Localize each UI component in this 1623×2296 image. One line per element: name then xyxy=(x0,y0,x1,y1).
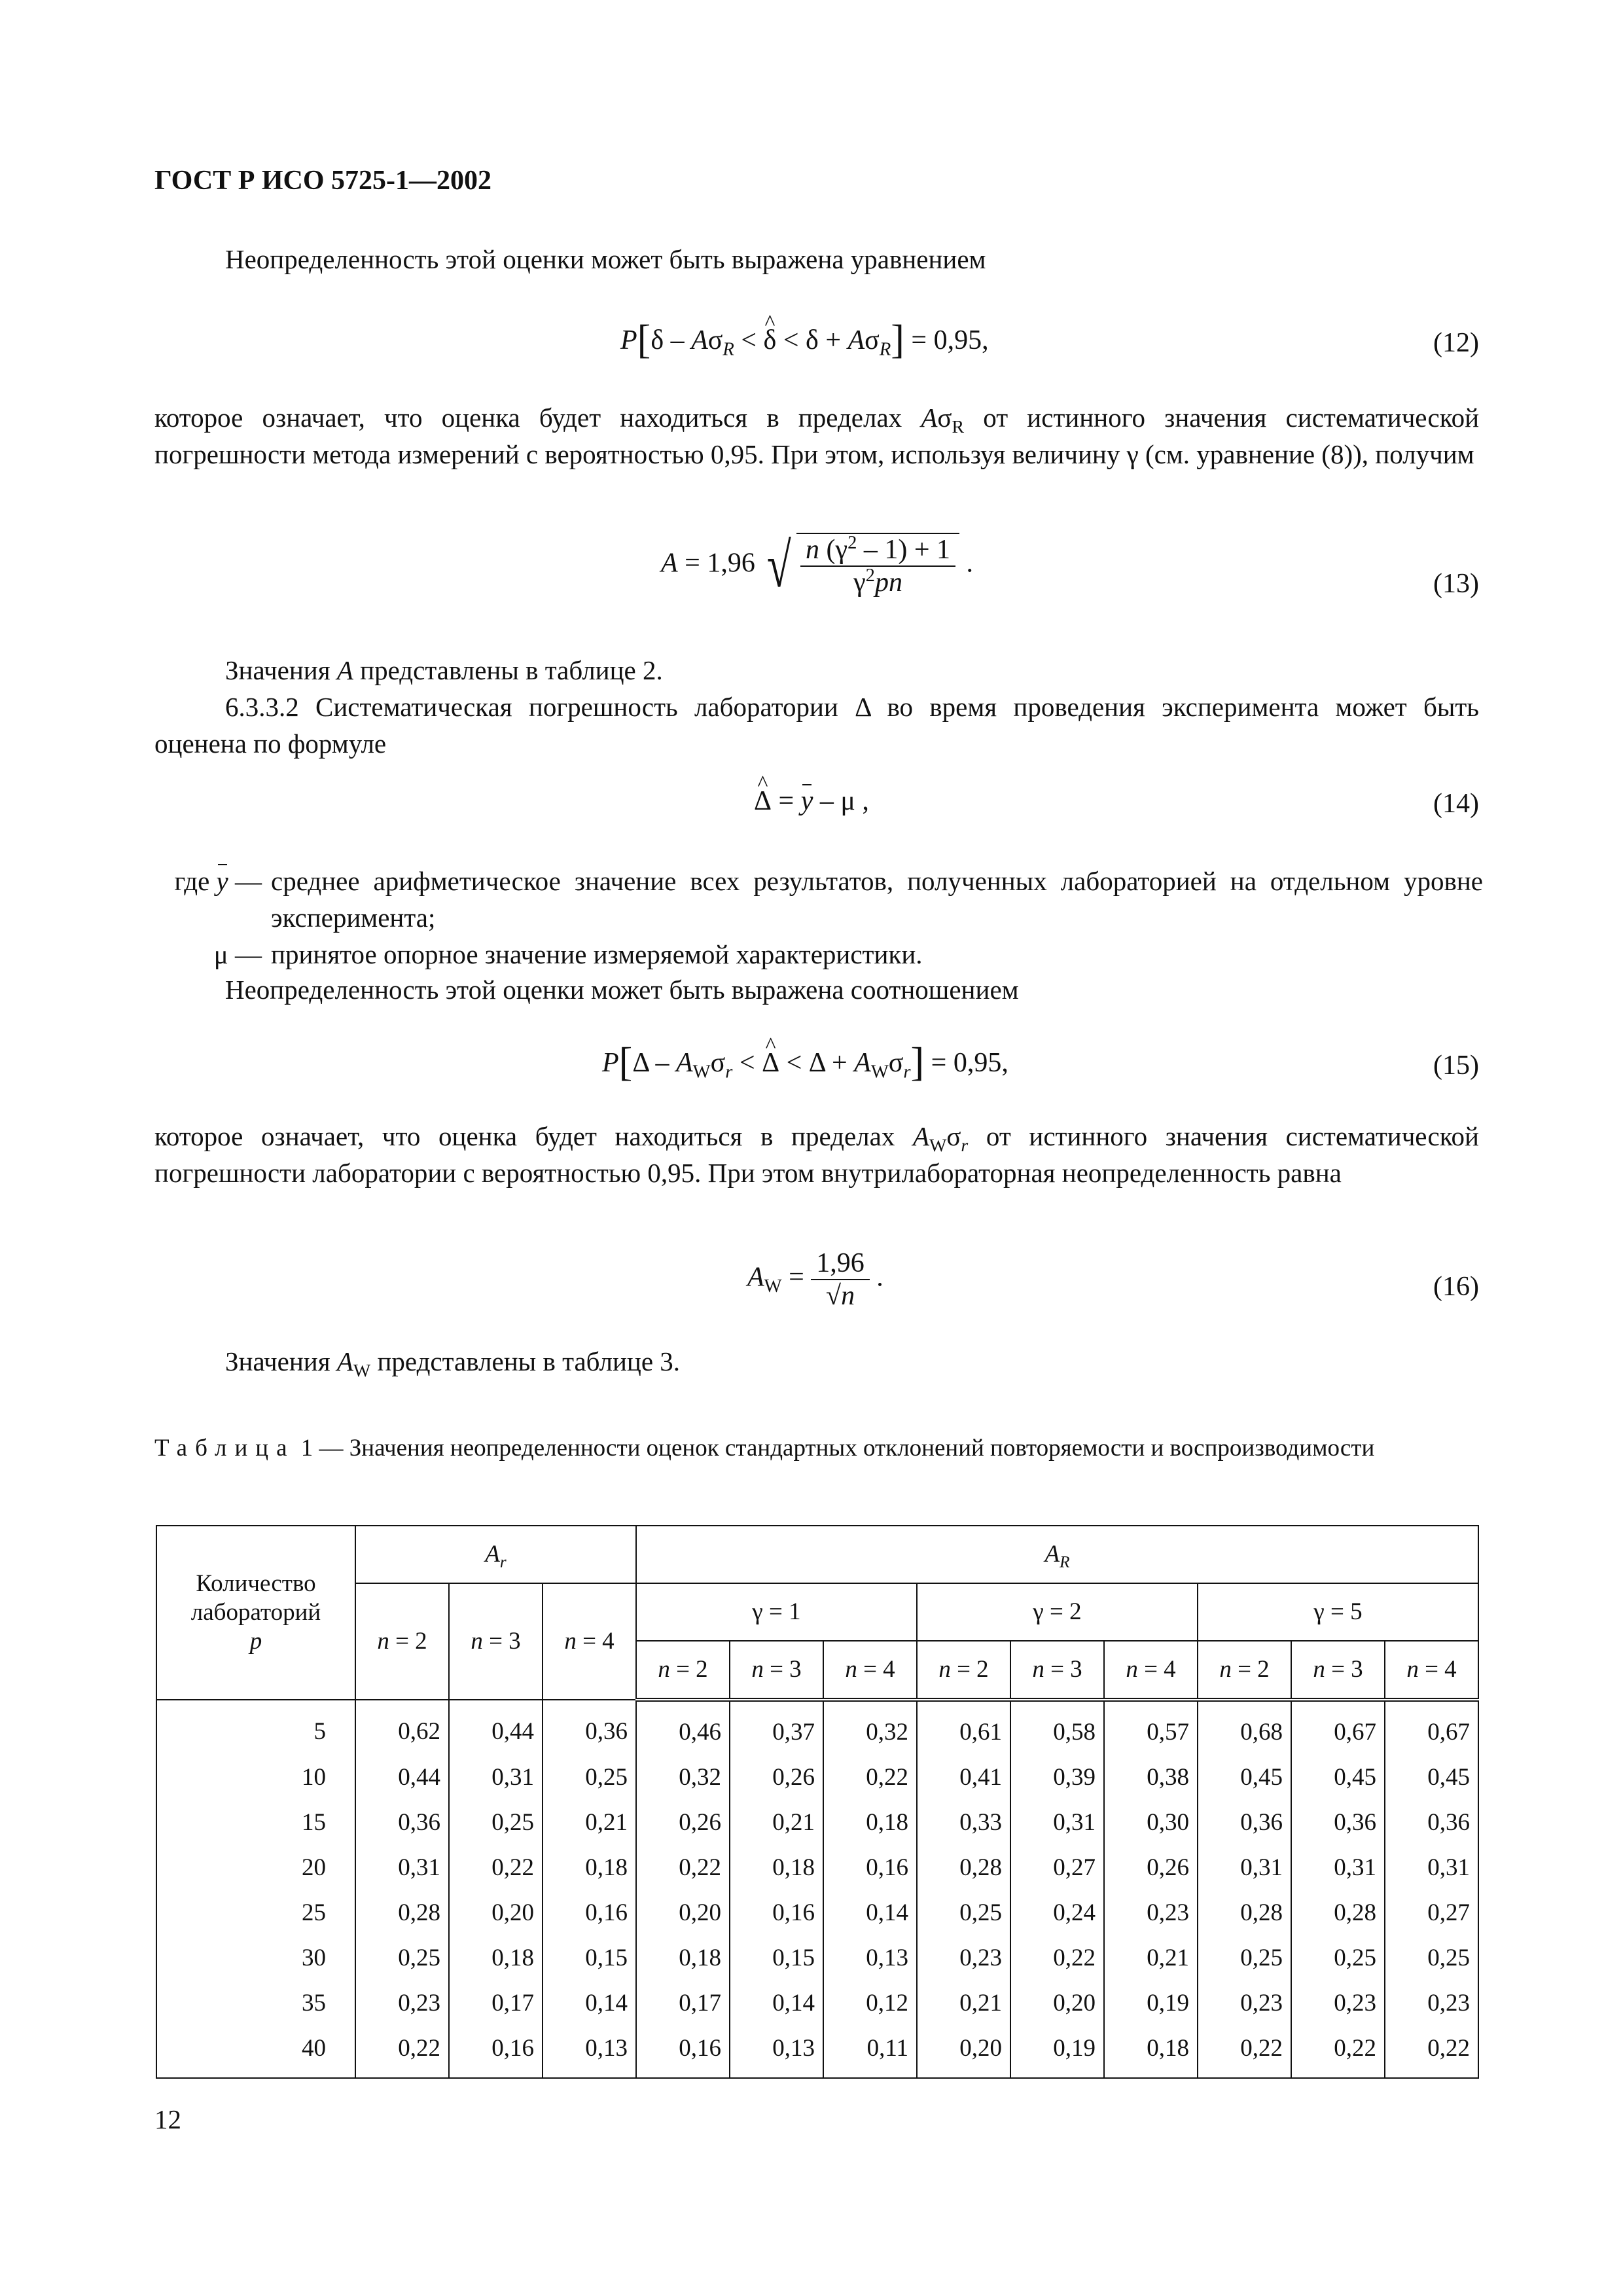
column-header: $A_R$ xyxy=(636,1526,1478,1583)
paragraph: Неопределенность этой оценки может быть выражена соотношением xyxy=(225,975,1019,1005)
table-cell: 0,21 xyxy=(917,1981,1010,2026)
table-cell: 0,39 xyxy=(1010,1755,1104,1800)
column-header: γ = 1 xyxy=(636,1583,917,1641)
table-cell: 0,22 xyxy=(636,1845,730,1890)
table-cell: 0,22 xyxy=(355,2026,449,2078)
table-cell: 0,57 xyxy=(1104,1700,1198,1755)
table-cell: 0,44 xyxy=(449,1700,543,1755)
table-cell: 0,22 xyxy=(1010,1935,1104,1981)
equation-number: (14) xyxy=(1433,789,1479,819)
equation-16: $A_W$ = $\frac{1,96}{√n}$ . xyxy=(747,1248,883,1311)
table-cell: 0,21 xyxy=(543,1800,636,1845)
table-cell: 0,28 xyxy=(355,1890,449,1935)
table-cell: 0,13 xyxy=(543,2026,636,2078)
table-cell: 0,13 xyxy=(823,1935,917,1981)
column-header: n = 2 xyxy=(355,1583,449,1700)
table-cell: 0,67 xyxy=(1385,1700,1478,1755)
table-cell: 0,25 xyxy=(449,1800,543,1845)
table-row xyxy=(156,2026,1478,2078)
table-cell: 0,36 xyxy=(1291,1800,1385,1845)
column-header: n = 2 xyxy=(1198,1641,1291,1700)
table-cell: 0,20 xyxy=(1010,1981,1104,2026)
column-header: n = 4 xyxy=(1385,1641,1478,1700)
table-cell: 0,20 xyxy=(917,2026,1010,2078)
paragraph: Значения $A_W$ представлены в таблице 3. xyxy=(225,1346,681,1382)
column-header: n = 3 xyxy=(1291,1641,1385,1700)
table-row xyxy=(156,1845,1478,1890)
table-cell: 0,23 xyxy=(1198,1981,1291,2026)
column-header: n = 3 xyxy=(449,1583,543,1700)
column-header: n = 3 xyxy=(730,1641,823,1700)
table-cell: 0,22 xyxy=(1198,2026,1291,2078)
table-cell: 0,18 xyxy=(636,1935,730,1981)
equation-number: (16) xyxy=(1433,1272,1479,1302)
table-cell: 0,31 xyxy=(355,1845,449,1890)
equation-14: ^ Δ = y – μ , xyxy=(754,783,869,819)
table-cell: 0,13 xyxy=(730,2026,823,2078)
paragraph: Значения A представлены в таблице 2. xyxy=(225,655,663,685)
table-cell: 0,37 xyxy=(730,1700,823,1755)
column-header: n = 3 xyxy=(1010,1641,1104,1700)
table-cell: 0,18 xyxy=(730,1845,823,1890)
table-cell: 0,25 xyxy=(543,1755,636,1800)
table-cell: 0,36 xyxy=(1198,1800,1291,1845)
table-cell: 0,28 xyxy=(917,1845,1010,1890)
where-item: где y — среднее арифметическое значение всех результатов, полученных лабораторией на отдельном уровне эксперимента; xyxy=(154,863,1483,936)
table-cell: 0,68 xyxy=(1198,1700,1291,1755)
table-body xyxy=(156,1700,1478,2078)
table-cell: 0,36 xyxy=(1385,1800,1478,1845)
table-cell: 0,61 xyxy=(917,1700,1010,1755)
table-cell: 0,45 xyxy=(1198,1755,1291,1800)
table-cell: 0,33 xyxy=(917,1800,1010,1845)
paragraph: которое означает, что оценка будет находиться в пределах $A_W\sigma_r$ от истинного значения систематической погрешности лаборатории с вероятностью 0,95. При этом внутрилабораторная неопределенность равна xyxy=(154,1121,1480,1188)
column-header: γ = 2 xyxy=(917,1583,1198,1641)
column-header: n = 2 xyxy=(917,1641,1010,1700)
table-row xyxy=(156,1700,1478,1755)
table-cell: 0,44 xyxy=(355,1755,449,1800)
table-cell: 0,28 xyxy=(1291,1890,1385,1935)
table-cell: 0,25 xyxy=(1198,1935,1291,1981)
table-cell: 0,30 xyxy=(1104,1800,1198,1845)
table-cell: 0,28 xyxy=(1198,1890,1291,1935)
table-cell: 0,31 xyxy=(1010,1800,1104,1845)
table-cell: 0,31 xyxy=(1198,1845,1291,1890)
table-cell: 0,18 xyxy=(449,1935,543,1981)
table-cell-labs: 15 xyxy=(156,1800,355,1845)
table-cell: 0,22 xyxy=(1385,2026,1478,2078)
equation-number: (12) xyxy=(1433,328,1479,358)
table-cell: 0,32 xyxy=(823,1700,917,1755)
table-cell: 0,25 xyxy=(917,1890,1010,1935)
table-cell: 0,17 xyxy=(449,1981,543,2026)
table-cell: 0,22 xyxy=(1291,2026,1385,2078)
table-cell: 0,19 xyxy=(1104,1981,1198,2026)
column-header: n = 4 xyxy=(543,1583,636,1700)
table-cell: 0,31 xyxy=(1385,1845,1478,1890)
table-cell: 0,26 xyxy=(636,1800,730,1845)
table-cell-labs: 25 xyxy=(156,1890,355,1935)
table-cell-labs: 5 xyxy=(156,1700,355,1755)
table-cell: 0,22 xyxy=(823,1755,917,1800)
table-cell: 0,45 xyxy=(1385,1755,1478,1800)
table-cell: 0,16 xyxy=(636,2026,730,2078)
table-cell: 0,16 xyxy=(823,1845,917,1890)
table-cell: 0,67 xyxy=(1291,1700,1385,1755)
table-cell: 0,15 xyxy=(543,1935,636,1981)
column-header: n = 4 xyxy=(823,1641,917,1700)
table-cell: 0,16 xyxy=(449,2026,543,2078)
page-number: 12 xyxy=(154,2104,181,2134)
table-row xyxy=(156,1981,1478,2026)
table-cell: 0,31 xyxy=(449,1755,543,1800)
paragraph: 6.3.3.2 Систематическая погрешность лаборатории Δ во время проведения эксперимента может быть оценена по формуле xyxy=(154,692,1479,759)
table-cell: 0,32 xyxy=(636,1755,730,1800)
table-row xyxy=(156,1800,1478,1845)
table-cell: 0,14 xyxy=(730,1981,823,2026)
equation-number: (15) xyxy=(1433,1050,1479,1081)
table-cell: 0,12 xyxy=(823,1981,917,2026)
table-cell: 0,26 xyxy=(1104,1845,1198,1890)
table-cell: 0,20 xyxy=(449,1890,543,1935)
table-cell: 0,27 xyxy=(1010,1845,1104,1890)
table-caption: Таблица 1 — Значения неопределенности оценок стандартных отклонений повторяемости и воспроизводимости xyxy=(154,1435,1375,1462)
table-cell: 0,62 xyxy=(355,1700,449,1755)
table-cell: 0,16 xyxy=(543,1890,636,1935)
table-cell: 0,23 xyxy=(917,1935,1010,1981)
document-header: ГОСТ Р ИСО 5725-1—2002 xyxy=(154,166,492,196)
table-cell-labs: 35 xyxy=(156,1981,355,2026)
table-cell: 0,41 xyxy=(917,1755,1010,1800)
data-table xyxy=(156,1525,1479,2079)
table-cell: 0,23 xyxy=(355,1981,449,2026)
table-cell: 0,14 xyxy=(543,1981,636,2026)
table-row xyxy=(156,1755,1478,1800)
table-cell: 0,36 xyxy=(543,1700,636,1755)
table-cell-labs: 10 xyxy=(156,1755,355,1800)
table-cell: 0,27 xyxy=(1385,1890,1478,1935)
table-cell: 0,16 xyxy=(730,1890,823,1935)
equation-number: (13) xyxy=(1433,569,1479,599)
where-item: μ — принятое опорное значение измеряемой характеристики. xyxy=(213,939,923,969)
equation-12: $P[\delta - A\sigma_R$ < ^ $\delta < \delta + A\sigma_R] = 0,95$, xyxy=(620,322,989,359)
table-cell-labs: 20 xyxy=(156,1845,355,1890)
table-cell-labs: 30 xyxy=(156,1935,355,1981)
paragraph: которое означает, что оценка будет находиться в пределах $A\sigma_R$ от истинного значения систематической погрешности метода измерений с вероятностью 0,95. При этом, используя величину γ (см. уравнение (8)), получим xyxy=(154,403,1480,469)
table-cell: 0,25 xyxy=(1291,1935,1385,1981)
table-cell: 0,26 xyxy=(730,1755,823,1800)
table-cell: 0,19 xyxy=(1010,2026,1104,2078)
equation-13: A = 1,96 √ $\frac{n (\gamma^2 - 1) + 1}{\gamma^2pn}$ . xyxy=(661,530,974,600)
column-header: Количество лабораторий p xyxy=(156,1526,355,1700)
table-cell: 0,21 xyxy=(730,1800,823,1845)
where-list xyxy=(154,863,1483,973)
table-cell: 0,23 xyxy=(1104,1890,1198,1935)
table-cell: 0,58 xyxy=(1010,1700,1104,1755)
column-header: $A_r$ xyxy=(355,1526,636,1583)
table-cell: 0,15 xyxy=(730,1935,823,1981)
table-cell: 0,24 xyxy=(1010,1890,1104,1935)
column-header: γ = 5 xyxy=(1198,1583,1478,1641)
table-cell: 0,21 xyxy=(1104,1935,1198,1981)
paragraph: Неопределенность этой оценки может быть выражена уравнением xyxy=(225,244,986,274)
table-cell: 0,46 xyxy=(636,1700,730,1755)
table-cell: 0,17 xyxy=(636,1981,730,2026)
column-header: n = 2 xyxy=(636,1641,730,1700)
table-cell: 0,23 xyxy=(1291,1981,1385,2026)
table-cell: 0,14 xyxy=(823,1890,917,1935)
table-row xyxy=(156,1890,1478,1935)
table-cell: 0,18 xyxy=(823,1800,917,1845)
table-cell: 0,38 xyxy=(1104,1755,1198,1800)
table-row xyxy=(156,1935,1478,1981)
table-cell: 0,45 xyxy=(1291,1755,1385,1800)
table-cell: 0,11 xyxy=(823,2026,917,2078)
table-cell: 0,22 xyxy=(449,1845,543,1890)
table-cell: 0,18 xyxy=(543,1845,636,1890)
table-cell: 0,36 xyxy=(355,1800,449,1845)
column-header: n = 4 xyxy=(1104,1641,1198,1700)
table-cell: 0,25 xyxy=(355,1935,449,1981)
table-cell: 0,18 xyxy=(1104,2026,1198,2078)
table-cell: 0,25 xyxy=(1385,1935,1478,1981)
table-cell: 0,23 xyxy=(1385,1981,1478,2026)
equation-15: $P[\Delta - A_W\sigma_r$ < ^ $\Delta < \Delta + A_W\sigma_r] = 0,95$, xyxy=(602,1045,1008,1081)
table-cell: 0,31 xyxy=(1291,1845,1385,1890)
table-cell: 0,20 xyxy=(636,1890,730,1935)
table-cell-labs: 40 xyxy=(156,2026,355,2078)
